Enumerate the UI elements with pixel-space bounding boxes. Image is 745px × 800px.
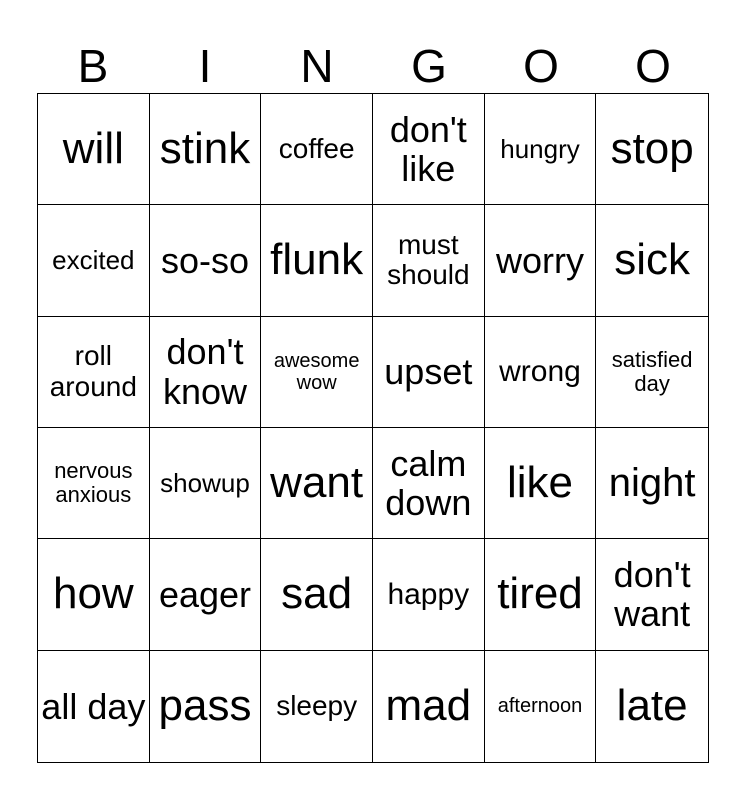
cell-text: coffee [278, 132, 355, 164]
cell-text: sick [614, 235, 691, 285]
bingo-cell[interactable] [38, 428, 150, 539]
cell-text: mad [385, 681, 472, 731]
bingo-cell[interactable] [261, 317, 373, 428]
cell-text: afternoon [497, 695, 583, 718]
cell-text: don't want [613, 553, 691, 635]
cell-text: want [270, 457, 364, 507]
cell-text: stop [610, 123, 694, 173]
bingo-cell[interactable] [485, 205, 597, 316]
cell-text: tired [497, 569, 583, 619]
cell-text: excited [52, 245, 135, 276]
cell-text: late [616, 681, 688, 731]
cell-text: night [608, 461, 696, 506]
header-letter-b: B [77, 40, 109, 92]
bingo-cell[interactable] [485, 94, 597, 205]
bingo-cell[interactable] [485, 428, 597, 539]
cell-text: pass [158, 681, 252, 731]
cell-text: will [62, 123, 124, 173]
bingo-cell[interactable] [373, 205, 485, 316]
header-letter-i: I [198, 40, 212, 92]
bingo-cell[interactable] [261, 94, 373, 205]
cell-text: eager [158, 573, 252, 615]
bingo-cell[interactable] [38, 205, 150, 316]
bingo-cell[interactable] [38, 539, 150, 650]
cell-text: stink [159, 123, 251, 173]
bingo-cell[interactable] [150, 94, 262, 205]
bingo-cell[interactable] [38, 94, 150, 205]
cell-text: how [52, 569, 134, 619]
cell-text: don't know [162, 331, 248, 412]
bingo-cell[interactable] [485, 651, 597, 762]
cell-text: calm down [385, 442, 472, 524]
cell-text: sleepy [276, 689, 358, 721]
bingo-cell[interactable] [373, 428, 485, 539]
header-letter-n: N [300, 40, 334, 92]
bingo-cell[interactable] [373, 317, 485, 428]
cell-text: nervous anxious [54, 457, 133, 508]
bingo-cell[interactable] [150, 317, 262, 428]
bingo-cell[interactable] [261, 428, 373, 539]
cell-text: roll around [49, 340, 137, 402]
header-letter-o: O [523, 40, 559, 92]
bingo-header [37, 40, 709, 92]
bingo-cell[interactable] [596, 94, 708, 205]
bingo-cell[interactable] [596, 317, 708, 428]
bingo-cell[interactable] [150, 428, 262, 539]
bingo-cell[interactable] [373, 651, 485, 762]
cell-text: happy [387, 577, 470, 611]
bingo-cell[interactable] [485, 539, 597, 650]
cell-text: don't like [389, 108, 467, 190]
cell-text: hungry [500, 133, 580, 164]
cell-text: sad [281, 569, 353, 619]
bingo-cell[interactable] [261, 539, 373, 650]
cell-text: so-so [160, 239, 249, 281]
bingo-cell[interactable] [485, 317, 597, 428]
cell-text: worry [495, 239, 584, 281]
bingo-cell[interactable] [596, 651, 708, 762]
cell-text: upset [384, 351, 473, 393]
bingo-cell[interactable] [373, 539, 485, 650]
bingo-cell[interactable] [596, 539, 708, 650]
cell-text: like [506, 457, 573, 507]
cell-text: wrong [499, 355, 581, 389]
cell-text: satisfied day [611, 346, 693, 396]
bingo-cell[interactable] [150, 651, 262, 762]
bingo-cell[interactable] [38, 317, 150, 428]
cell-text: all day [41, 685, 146, 727]
cell-text: showup [160, 467, 250, 498]
bingo-cell[interactable] [150, 539, 262, 650]
cell-text: awesome wow [273, 349, 360, 394]
cell-text: flunk [270, 235, 364, 285]
cell-text: must should [387, 228, 470, 291]
bingo-cell[interactable] [596, 205, 708, 316]
header-letter-o2: O [635, 40, 671, 92]
bingo-cell[interactable] [373, 94, 485, 205]
bingo-cell[interactable] [150, 205, 262, 316]
bingo-cell[interactable] [261, 205, 373, 316]
bingo-grid [37, 93, 709, 763]
header-letter-g: G [411, 40, 447, 92]
bingo-cell[interactable] [596, 428, 708, 539]
bingo-cell[interactable] [38, 651, 150, 762]
bingo-cell[interactable] [261, 651, 373, 762]
